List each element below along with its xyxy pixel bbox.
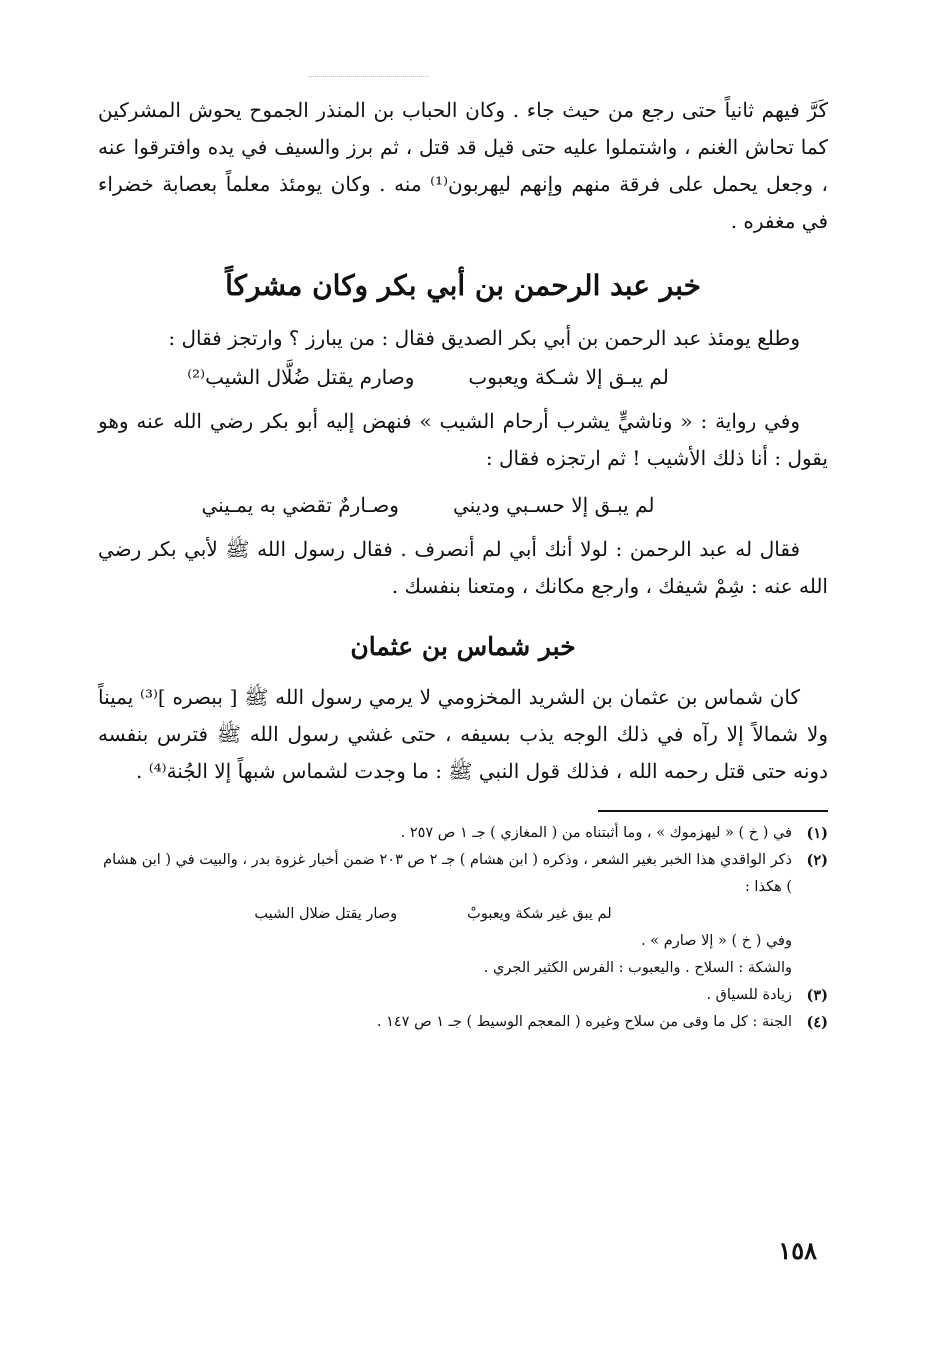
paragraph-5: كان شماس بن عثمان بن الشريد المخزومي لا يرمي رسول الله ﷺ [ ببصره ]⁽³⁾ يميناً ولا شمالاً إلا رآه في ذلك الوجه يذب بسيفه ، حتى غشي رسول الله ﷺ فترس بنفسه دونه حتى قتل رحمه الله ، فذلك قول النبي ﷺ : ما وجدت لشماس شبهاً إلا الجُنة⁽⁴⁾ . xyxy=(98,685,828,783)
paragraph-3: وفي رواية : « وناشيٍّ يشرب أرحام الشيب » فنهض إليه أبو بكر رضي الله عنه وهو يقول : أنا ذلك الأشيب ! ثم ارتجزه فقال : xyxy=(98,409,828,470)
footnote-text: في ( خ ) « ليهزموك » ، وما أثبتناه من ( المغازي ) جـ ١ ص ٢٥٧ . xyxy=(400,825,792,841)
paragraph-2: وطلع يومئذ عبد الرحمن بن أبي بكر الصديق فقال : من يبارز ؟ وارتجز فقال : xyxy=(168,326,800,350)
paragraph-1: كَرَّ فيهم ثانياً حتى رجع من حيث جاء . وكان الحباب بن المنذر الجموح يحوش المشركين كما تحاش الغنم ، واشتملوا عليه حتى قيل قد قتل ، ثم برز والسيف في يده وافترقوا عنه ، وجعل يحمل على فرقة منهم وإنهم ليهربون⁽¹⁾ منه . وكان يومئذ معلماً بعصابة خضراء في مغفره . xyxy=(98,98,828,233)
scan-artifact xyxy=(308,76,428,79)
footnote-text: الجنة : كل ما وقى من سلاح وغيره ( المعجم الوسيط ) جـ ١ ص ١٤٧ . xyxy=(376,1014,792,1030)
footnote-divider xyxy=(598,810,828,812)
verse-2-first-hemistich: لم يبـق إلا حسـبي وديني xyxy=(452,493,655,517)
footnote-text: زيادة للسياق . xyxy=(706,987,792,1003)
footnote-verse-first: لم يبق غير شكة ويعبوبْ xyxy=(467,906,612,922)
footnote-2-line-2: وفي ( خ ) « إلا صارم » . xyxy=(641,933,792,949)
heading-shammas: خبر شماس بن عثمان xyxy=(350,632,576,661)
footnotes xyxy=(98,820,828,1036)
footnote-3 xyxy=(98,982,828,1009)
paragraph-4: فقال له عبد الرحمن : لولا أنك أبي لم أنصرف . فقال رسول الله ﷺ لأبي بكر رضي الله عنه : شِمْ شيفك ، وارجع مكانك ، ومتعنا بنفسك . xyxy=(98,537,828,598)
verse-2 xyxy=(98,487,828,523)
footnote-number: (٢) xyxy=(806,852,828,869)
verse-1-first-hemistich: لم يبـق إلا شـكة ويعبوب xyxy=(468,365,669,389)
page-number: ١٥٨ xyxy=(778,1236,817,1265)
footnote-verse-second: وصار يقتل ضلال الشيب xyxy=(254,906,398,922)
footnote-number: (٤) xyxy=(806,1014,828,1031)
heading-abdulrahman: خبر عبد الرحمن بن أبي بكر وكان مشركاً xyxy=(225,269,701,302)
footnote-2-verse xyxy=(98,901,828,928)
footnote-4 xyxy=(98,1009,828,1036)
verse-1 xyxy=(98,359,828,395)
verse-1-second-hemistich: وصارم يقتل ضُلَّال الشيب⁽²⁾ xyxy=(187,365,415,389)
footnote-1 xyxy=(98,820,828,847)
page-body xyxy=(98,92,828,1036)
footnote-text: ذكر الواقدي هذا الخبر بغير الشعر ، وذكره ( ابن هشام ) جـ ٢ ص ٢٠٣ ضمن أخبار غزوة بدر ، والبيت في ( ابن هشام ) هكذا : xyxy=(103,852,792,895)
footnote-number: (٣) xyxy=(806,987,828,1004)
verse-2-second-hemistich: وصـارمٌ تقضي به يمـيني xyxy=(201,493,399,517)
footnote-number: (١) xyxy=(806,825,828,842)
footnote-2-line-3: والشكة : السلاح . واليعبوب : الفرس الكثير الجري . xyxy=(483,960,792,976)
footnote-2 xyxy=(98,847,828,901)
